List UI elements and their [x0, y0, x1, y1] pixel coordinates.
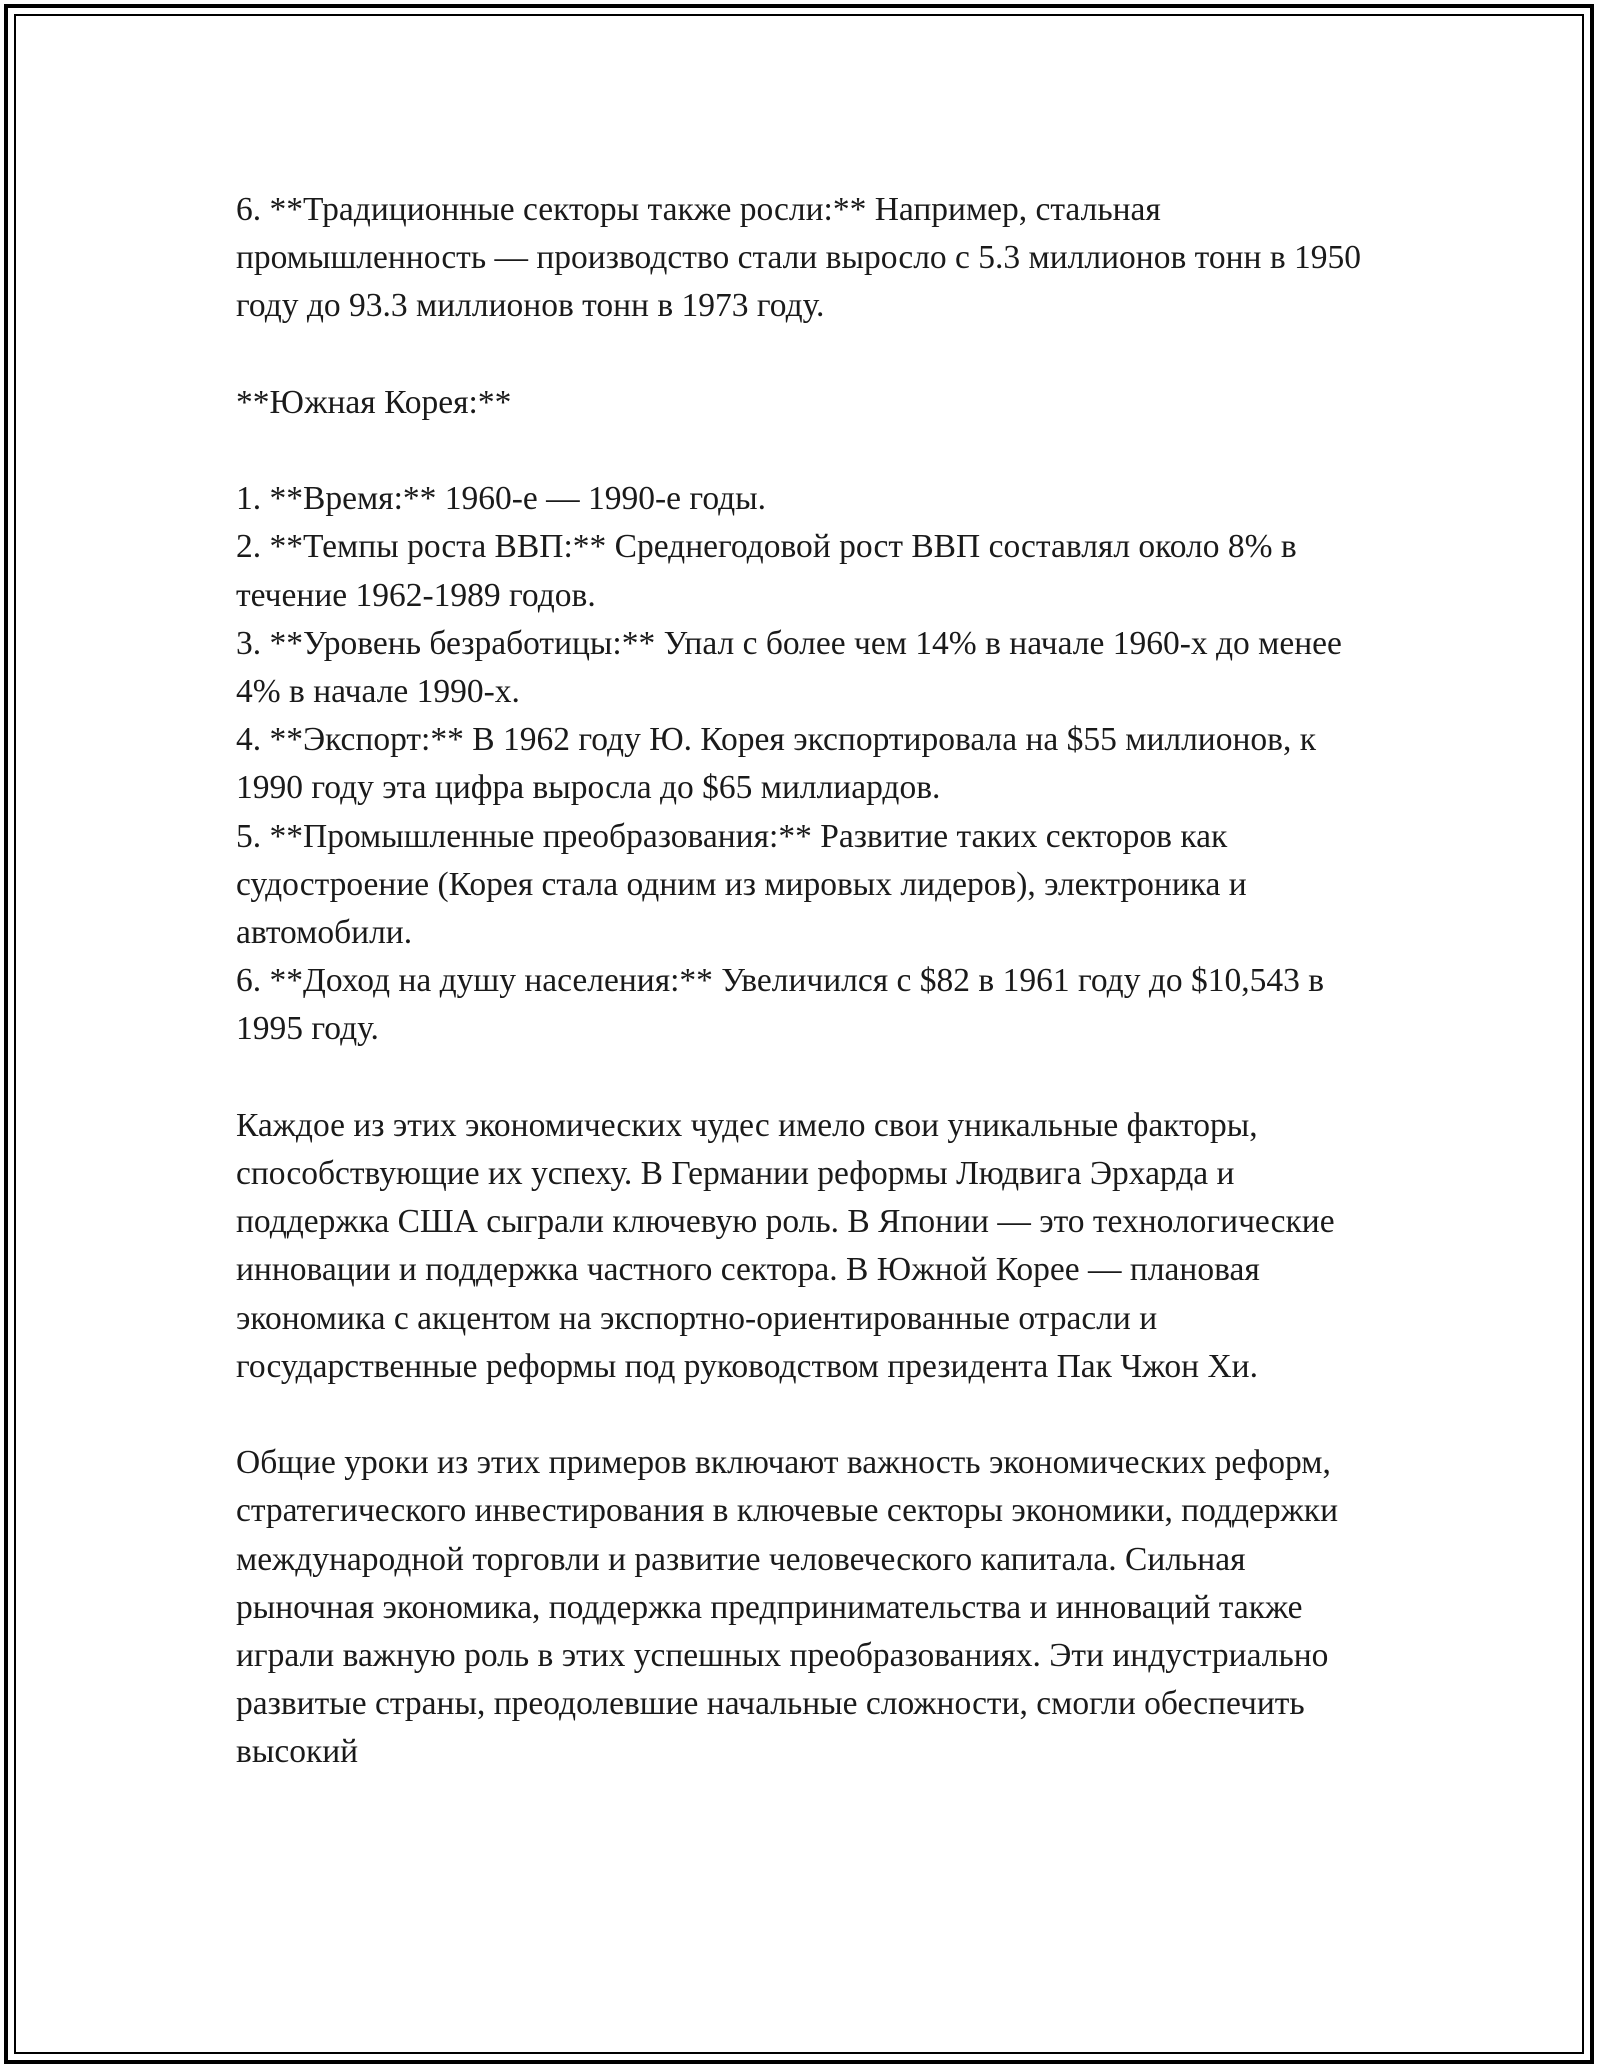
paragraph-summary: Каждое из этих экономических чудес имело свои уникальные факторы, способствующие их успеху. В Германии реформы Людвига Эрхарда и поддержка США сыграли ключевую роль. В Японии — это технологические инновации и поддержка частного сектора. В Южной Корее — плановая экономика с акцентом на экспортно-ориентированные отрасли и государственные реформы под руководством президента Пак Чжон Хи.	[236, 1106, 1335, 1385]
paragraph-gap	[236, 331, 1386, 379]
list-item-korea-time: 1. **Время:** 1960-е — 1990-е годы.	[236, 480, 767, 518]
heading-south-korea: **Южная Корея:**	[236, 383, 512, 421]
list-item-korea-income: 6. **Доход на душу населения:** Увеличился с $82 в 1961 году до $10,543 в 1995 году.	[236, 962, 1325, 1048]
paragraph-gap	[236, 1054, 1386, 1102]
list-item-korea-unemployment: 3. **Уровень безработицы:** Упал с более чем 14% в начале 1960-х до менее 4% в начале 1990-х.	[236, 624, 1342, 710]
list-item-korea-gdp: 2. **Темпы роста ВВП:** Среднегодовой рост ВВП составлял около 8% в течение 1962-1989 годов.	[236, 528, 1297, 614]
paragraph-lessons: Общие уроки из этих примеров включают важность экономических реформ, стратегического инвестирования в ключевые секторы экономики, поддержки международной торговли и развитие человеческого капитала. Сильная рыночная экономика, поддержка предпринимательства и инноваций также играли важную роль в этих успешных преобразованиях. Эти индустриально развитые страны, преодолевшие начальные сложности, смогли обеспечить высокий	[236, 1444, 1338, 1771]
paragraph-gap	[236, 427, 1386, 475]
list-item-korea-export: 4. **Экспорт:** В 1962 году Ю. Корея экспортировала на $55 миллионов, к 1990 году эта цифра выросла до $65 миллиардов.	[236, 721, 1316, 807]
list-item-korea-industry: 5. **Промышленные преобразования:** Развитие таких секторов как судостроение (Корея стала одним из мировых лидеров), электроника и автомобили.	[236, 817, 1247, 952]
paragraph-japan-steel: 6. **Традиционные секторы также росли:** Например, стальная промышленность — производство стали выросло с 5.3 миллионов тонн в 1950 году до 93.3 миллионов тонн в 1973 году.	[236, 191, 1362, 325]
paragraph-gap	[236, 1391, 1386, 1439]
document-body	[236, 186, 1386, 1777]
